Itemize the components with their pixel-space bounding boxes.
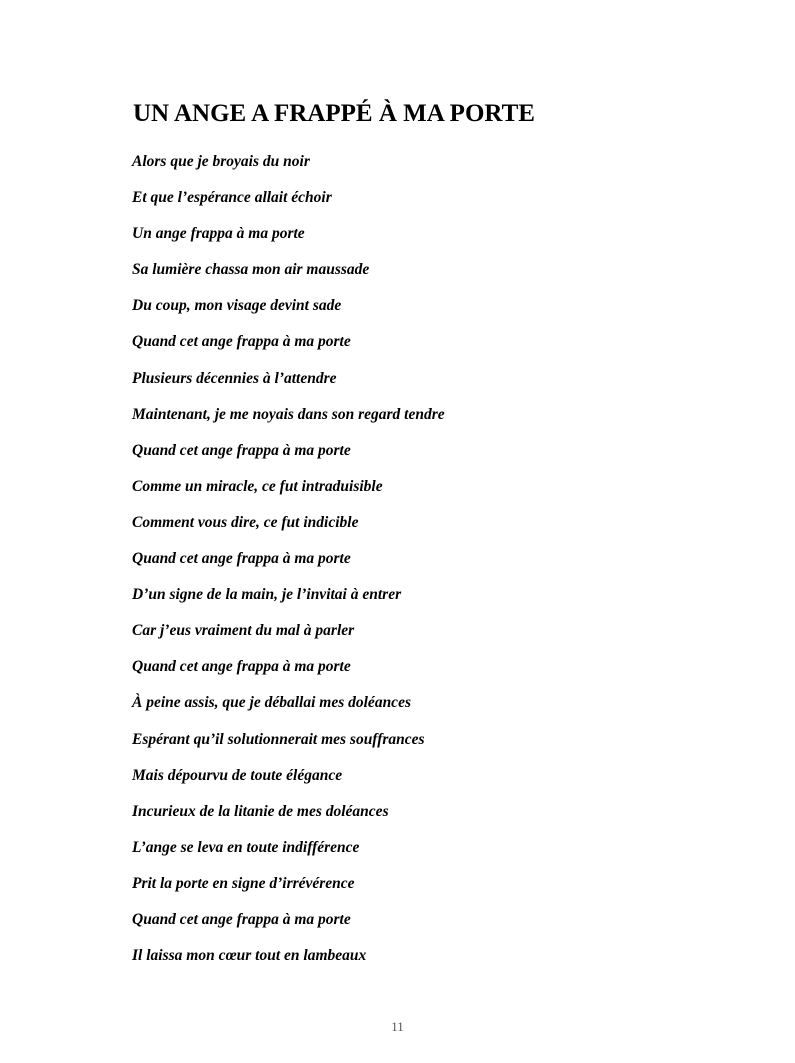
verse-line: Quand cet ange frappa à ma porte [132, 333, 351, 351]
verse-line: Quand cet ange frappa à ma porte [132, 550, 351, 568]
verse-line: Plusieurs décennies à l’attendre [132, 369, 337, 387]
poem-body [132, 150, 445, 980]
poem-title: UN ANGE A FRAPPÉ À MA PORTE [133, 100, 535, 127]
verse-line: Comme un miracle, ce fut intraduisible [132, 477, 383, 495]
verse-line: Incurieux de la litanie de mes doléances [132, 802, 389, 820]
verse-line: Il laissa mon cœur tout en lambeaux [132, 947, 367, 965]
verse-line: Espérant qu’il solutionnerait mes souffrances [132, 730, 425, 748]
verse-line: Mais dépourvu de toute élégance [132, 766, 343, 784]
verse-line: Et que l’espérance allait échoir [132, 189, 332, 207]
verse-line: Du coup, mon visage devint sade [132, 297, 342, 315]
verse-line: Quand cet ange frappa à ma porte [132, 910, 351, 928]
verse-line: À peine assis, que je déballai mes doléances [132, 694, 411, 712]
verse-line: Car j’eus vraiment du mal à parler [132, 622, 355, 640]
verse-line: Comment vous dire, ce fut indicible [132, 513, 359, 531]
verse-line: L’ange se leva en toute indifférence [132, 838, 360, 856]
verse-line: Maintenant, je me noyais dans son regard tendre [132, 405, 445, 423]
verse-line: Alors que je broyais du noir [132, 153, 310, 170]
verse-line: D’un signe de la main, je l’invitai à entrer [132, 586, 402, 604]
verse-line: Quand cet ange frappa à ma porte [132, 441, 351, 459]
verse-line: Sa lumière chassa mon air maussade [132, 261, 370, 279]
page-number: 11 [391, 1019, 404, 1034]
verse-line: Quand cet ange frappa à ma porte [132, 658, 351, 676]
verse-line: Un ange frappa à ma porte [132, 225, 305, 243]
verse-line: Prit la porte en signe d’irrévérence [132, 874, 355, 892]
